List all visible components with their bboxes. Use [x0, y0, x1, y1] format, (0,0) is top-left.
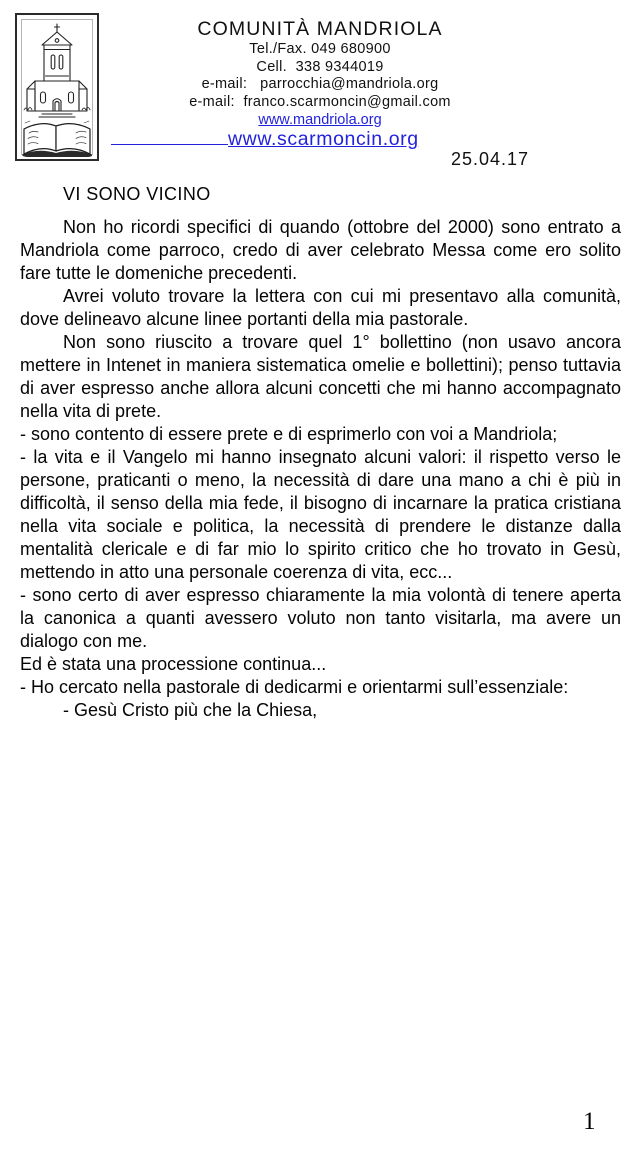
list-item-contento: - sono contento di essere prete e di esprimerlo con voi a Mandriola; — [20, 424, 558, 444]
paragraph-bollettino: Non sono riuscito a trovare quel 1° bollettino (non usavo ancora mettere in Intenet in maniera sistematica omelie e bollettini); penso tuttavia di aver espresso anche allora alcuni concetti che mi hanno accompagnato nella vita di prete. — [20, 332, 621, 421]
sub-list-item-gesu-cristo: - Gesù Cristo più che la Chiesa, — [63, 700, 318, 720]
telfax-line: Tel./Fax. 049 680900 — [249, 41, 391, 57]
document-date: 25.04.17 — [451, 149, 530, 169]
list-item-valori: - la vita e il Vangelo mi hanno insegnato alcuni valori: il rispetto verso le persone, praticanti o meno, la necessità di dare una mano a chi è più in difficoltà, il senso della mia fede, il bisogno di incarnare la pratica cristiana nella vita sociale e politica, la necessità di prendere le distanze dalla mentalità clericale e di far mio lo spirito critico che ho trovato in Gesù, mettendo in atto una personale coerenza di vita, ecc... — [20, 447, 621, 582]
website-row-scarmoncin — [111, 127, 419, 151]
letterhead — [0, 17, 640, 129]
paragraph-intro: Non ho ricordi specifici di quando (ottobre del 2000) sono entrato a Mandriola come parroco, credo di aver celebrato Messa come ero solito fare tutte le domeniche precedenti. — [20, 217, 621, 283]
cell-line: Cell. 338 9344019 — [256, 58, 384, 75]
scarmoncin-link[interactable]: www.scarmoncin.org — [228, 128, 419, 150]
paragraph-lettera: Avrei voluto trovare la lettera con cui mi presentavo alla comunità, dove delineavo alcune linee portanti della mia pastorale. — [20, 286, 621, 329]
page-number: 1 — [583, 1108, 596, 1135]
organization-name: COMUNITÀ MANDRIOLA — [197, 18, 443, 40]
letter-body — [20, 183, 621, 722]
link-lead-underline — [111, 127, 228, 145]
email-line-personal: e-mail: franco.scarmoncin@gmail.com — [189, 93, 451, 110]
paragraph-processione: Ed è stata una processione continua... — [20, 654, 327, 674]
document-title: VI SONO VICINO — [63, 184, 211, 204]
mandriola-link[interactable]: www.mandriola.org — [258, 112, 382, 128]
email-line-parrocchia: e-mail: parrocchia@mandriola.org — [201, 76, 439, 92]
list-item-canonica: - sono certo di aver espresso chiaramente la mia volontà di tenere aperta la canonica a quanti avessero voluto non tanto visitarla, ma avere un dialogo con me. — [20, 585, 621, 651]
list-item-pastorale: - Ho cercato nella pastorale di dedicarmi e orientarmi sull’essenziale: — [20, 677, 569, 697]
